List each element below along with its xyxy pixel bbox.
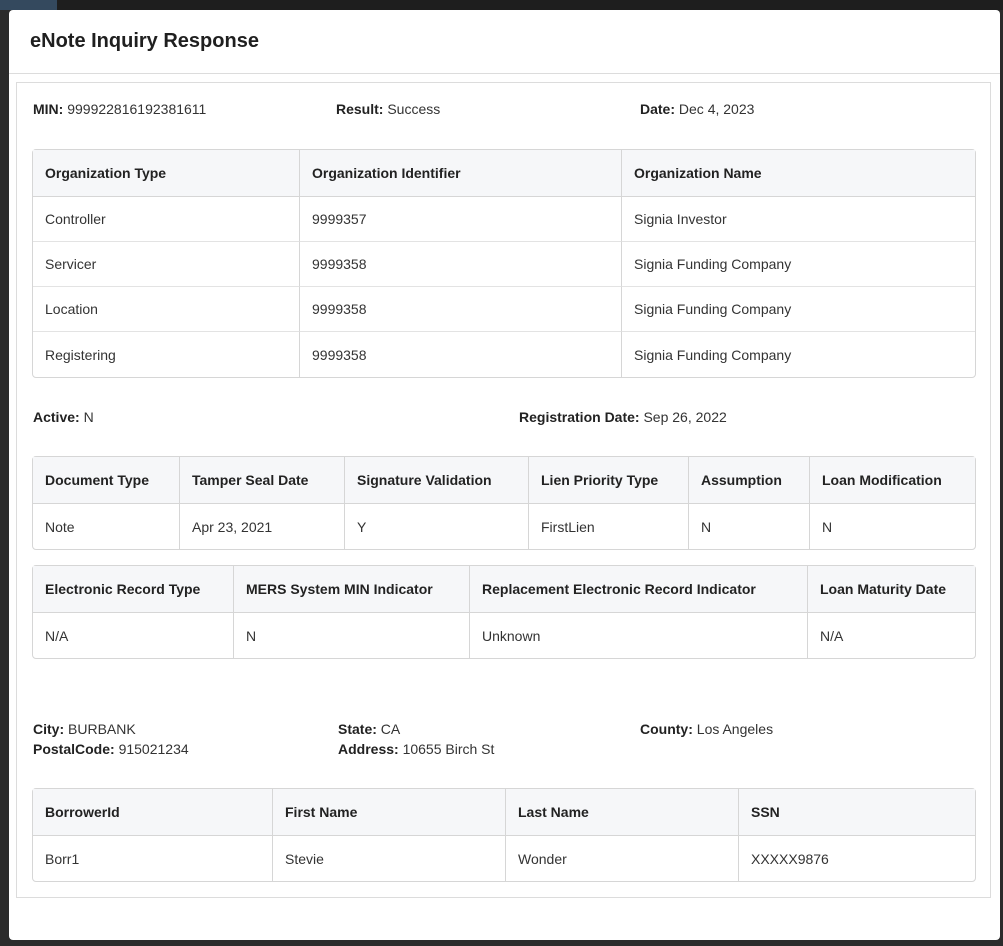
table-row [33, 332, 975, 377]
address-label: Address: [338, 741, 399, 757]
table-row [33, 613, 975, 658]
table-header-row [33, 789, 975, 836]
active-field [33, 409, 94, 425]
col-header: Lien Priority Type [529, 457, 689, 504]
county-label: County: [640, 721, 693, 737]
page-backdrop [0, 0, 1003, 10]
enote-inquiry-modal [9, 10, 1000, 940]
city-label: City: [33, 721, 65, 737]
table-cell: Signia Investor [622, 197, 975, 242]
county-field [640, 721, 773, 737]
table-row [33, 836, 975, 881]
table-cell: 9999358 [300, 287, 622, 332]
inquiry-panel [16, 82, 991, 898]
borrowers-table [32, 788, 976, 882]
table-cell: XXXXX9876 [751, 850, 829, 867]
table-cell: Servicer [33, 242, 300, 287]
table-header-row [33, 150, 975, 197]
postal-code-field [33, 741, 189, 757]
table-cell: Borr1 [33, 836, 273, 881]
organizations-table [32, 149, 976, 378]
city-field [33, 721, 136, 737]
registration-date-field [519, 409, 727, 425]
table-cell: Unknown [470, 613, 808, 658]
registration-date-label: Registration Date: [519, 409, 640, 425]
table-cell: N/A [33, 613, 234, 658]
col-header: Replacement Electronic Record Indicator [470, 566, 808, 613]
col-header: Organization Identifier [300, 150, 622, 197]
col-header: Assumption [689, 457, 810, 504]
table-cell: N [689, 504, 810, 549]
col-header: BorrowerId [33, 789, 273, 836]
modal-title: eNote Inquiry Response [30, 30, 259, 52]
table-row [33, 504, 975, 549]
col-header: Organization Type [33, 150, 300, 197]
table-cell: Location [33, 287, 300, 332]
county-value: Los Angeles [696, 721, 774, 737]
backdrop-nav-tab [0, 0, 57, 10]
table-cell: 9999358 [300, 332, 622, 377]
table-cell: Controller [33, 197, 300, 242]
table-cell: N [822, 518, 833, 535]
min-field [33, 101, 206, 117]
electronic-record-table [32, 565, 976, 659]
col-header: Signature Validation [345, 457, 529, 504]
postal-code-value: 915021234 [118, 741, 189, 757]
table-header-row [33, 566, 975, 613]
table-cell: Signia Funding Company [634, 346, 792, 363]
min-label: MIN: [33, 101, 64, 117]
table-cell: Y [345, 504, 529, 549]
table-cell: Signia Funding Company [622, 242, 975, 287]
address-value: 10655 Birch St [402, 741, 495, 757]
table-row [33, 242, 975, 287]
table-cell: N/A [820, 627, 844, 644]
col-header: Document Type [33, 457, 180, 504]
table-cell: Registering [33, 332, 300, 377]
result-value: Success [387, 101, 441, 117]
table-cell: Apr 23, 2021 [180, 504, 345, 549]
modal-header [9, 10, 1000, 74]
table-cell: Signia Funding Company [622, 287, 975, 332]
registration-date-value: Sep 26, 2022 [643, 409, 727, 425]
table-row [33, 197, 975, 242]
table-cell: Wonder [506, 836, 739, 881]
table-cell: 9999358 [300, 242, 622, 287]
result-label: Result: [336, 101, 384, 117]
result-field [336, 101, 440, 117]
col-header: MERS System MIN Indicator [234, 566, 470, 613]
state-value: CA [380, 721, 401, 737]
min-value: 999922816192381611 [67, 101, 207, 117]
col-header: SSN [739, 789, 975, 836]
col-header: Organization Name [622, 150, 975, 197]
state-label: State: [338, 721, 377, 737]
date-field [640, 101, 754, 117]
col-header: Loan Modification [810, 457, 975, 504]
active-label: Active: [33, 409, 80, 425]
col-header: Loan Maturity Date [808, 566, 975, 613]
table-header-row [33, 457, 975, 504]
col-header: Last Name [506, 789, 739, 836]
table-cell: FirstLien [529, 504, 689, 549]
state-field [338, 721, 400, 737]
col-header: Tamper Seal Date [180, 457, 345, 504]
address-field [338, 741, 494, 757]
col-header: First Name [273, 789, 506, 836]
postal-code-label: PostalCode: [33, 741, 115, 757]
date-value: Dec 4, 2023 [678, 101, 755, 117]
table-cell: N [234, 613, 470, 658]
table-row [33, 287, 975, 332]
col-header: Electronic Record Type [33, 566, 234, 613]
table-cell: 9999357 [300, 197, 622, 242]
active-value: N [83, 409, 94, 425]
document-table [32, 456, 976, 550]
table-cell: Stevie [273, 836, 506, 881]
city-value: BURBANK [68, 721, 136, 737]
date-label: Date: [640, 101, 676, 117]
table-cell: Note [33, 504, 180, 549]
